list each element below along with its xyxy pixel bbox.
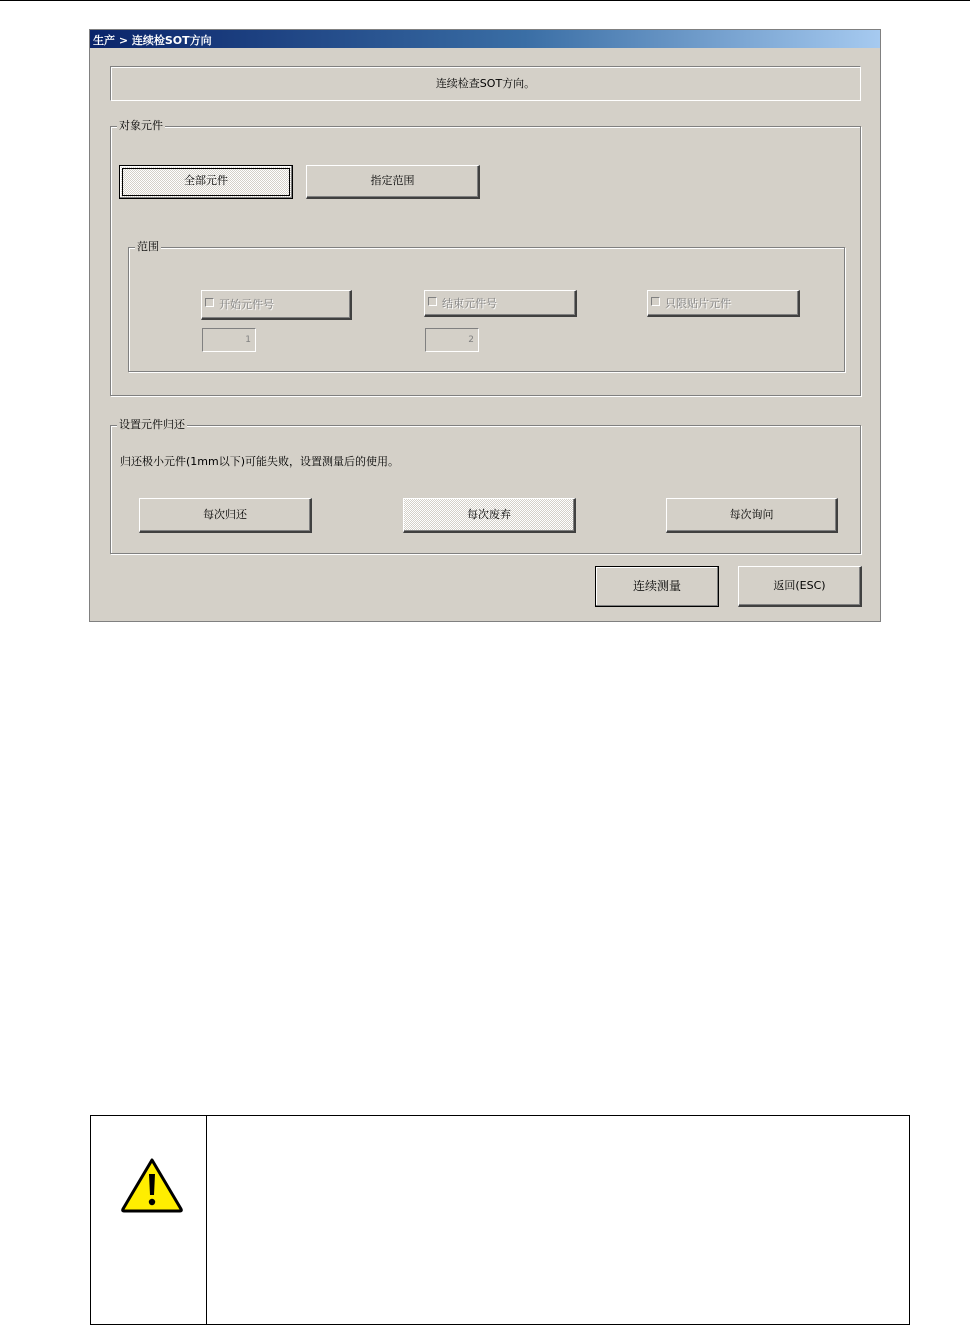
page-top-rule <box>0 0 970 1</box>
start-part-checkbox-label: 开始元件号 <box>219 298 274 311</box>
continuous-measure-button[interactable] <box>595 566 719 607</box>
target-parts-group <box>110 119 861 396</box>
continuous-measure-button-label: 连续测量 <box>632 579 681 593</box>
discard-each-time-button-label: 每次废弃 <box>467 508 511 521</box>
return-each-time-button-label: 每次归还 <box>203 508 247 521</box>
end-part-checkbox-box <box>428 297 437 306</box>
dialog-titlebar <box>90 30 880 48</box>
end-part-number-field[interactable]: 2 <box>425 328 479 352</box>
range-group <box>128 240 845 372</box>
warning-box <box>90 1115 910 1325</box>
end-part-checkbox[interactable] <box>424 290 577 317</box>
range-group-label: 范围 <box>137 240 159 253</box>
back-esc-button[interactable] <box>738 566 862 607</box>
warning-divider <box>206 1116 207 1324</box>
smd-only-checkbox-box <box>651 297 660 306</box>
sot-direction-dialog <box>89 29 881 622</box>
target-parts-group-label: 对象元件 <box>119 119 163 132</box>
start-part-checkbox-box <box>205 298 214 307</box>
dialog-title: 生产 > 连续检SOT方向 <box>93 34 212 47</box>
end-part-checkbox-label: 结束元件号 <box>442 297 497 310</box>
smd-only-checkbox-label: 只限贴片元件 <box>665 297 731 310</box>
start-part-checkbox[interactable] <box>201 290 352 320</box>
ask-each-time-button[interactable] <box>666 498 838 533</box>
smd-only-checkbox[interactable] <box>647 290 800 317</box>
specify-range-button[interactable] <box>306 165 480 199</box>
discard-each-time-button[interactable] <box>403 498 576 533</box>
all-parts-button-label: 全部元件 <box>184 174 228 187</box>
start-part-number-field[interactable]: 1 <box>202 328 256 352</box>
part-return-note: 归还极小元件(1mm以下)可能失败，设置测量后的使用。 <box>120 455 400 468</box>
description-banner: 连续检查SOT方向。 <box>110 66 861 101</box>
ask-each-time-button-label: 每次询问 <box>729 508 774 521</box>
specify-range-button-label: 指定范围 <box>370 174 415 187</box>
part-return-group <box>110 418 861 554</box>
back-esc-button-label: 返回(ESC) <box>773 579 826 592</box>
warning-triangle-icon <box>120 1157 184 1213</box>
part-return-group-label: 设置元件归还 <box>119 418 185 431</box>
all-parts-button[interactable] <box>119 165 293 199</box>
return-each-time-button[interactable] <box>139 498 312 533</box>
